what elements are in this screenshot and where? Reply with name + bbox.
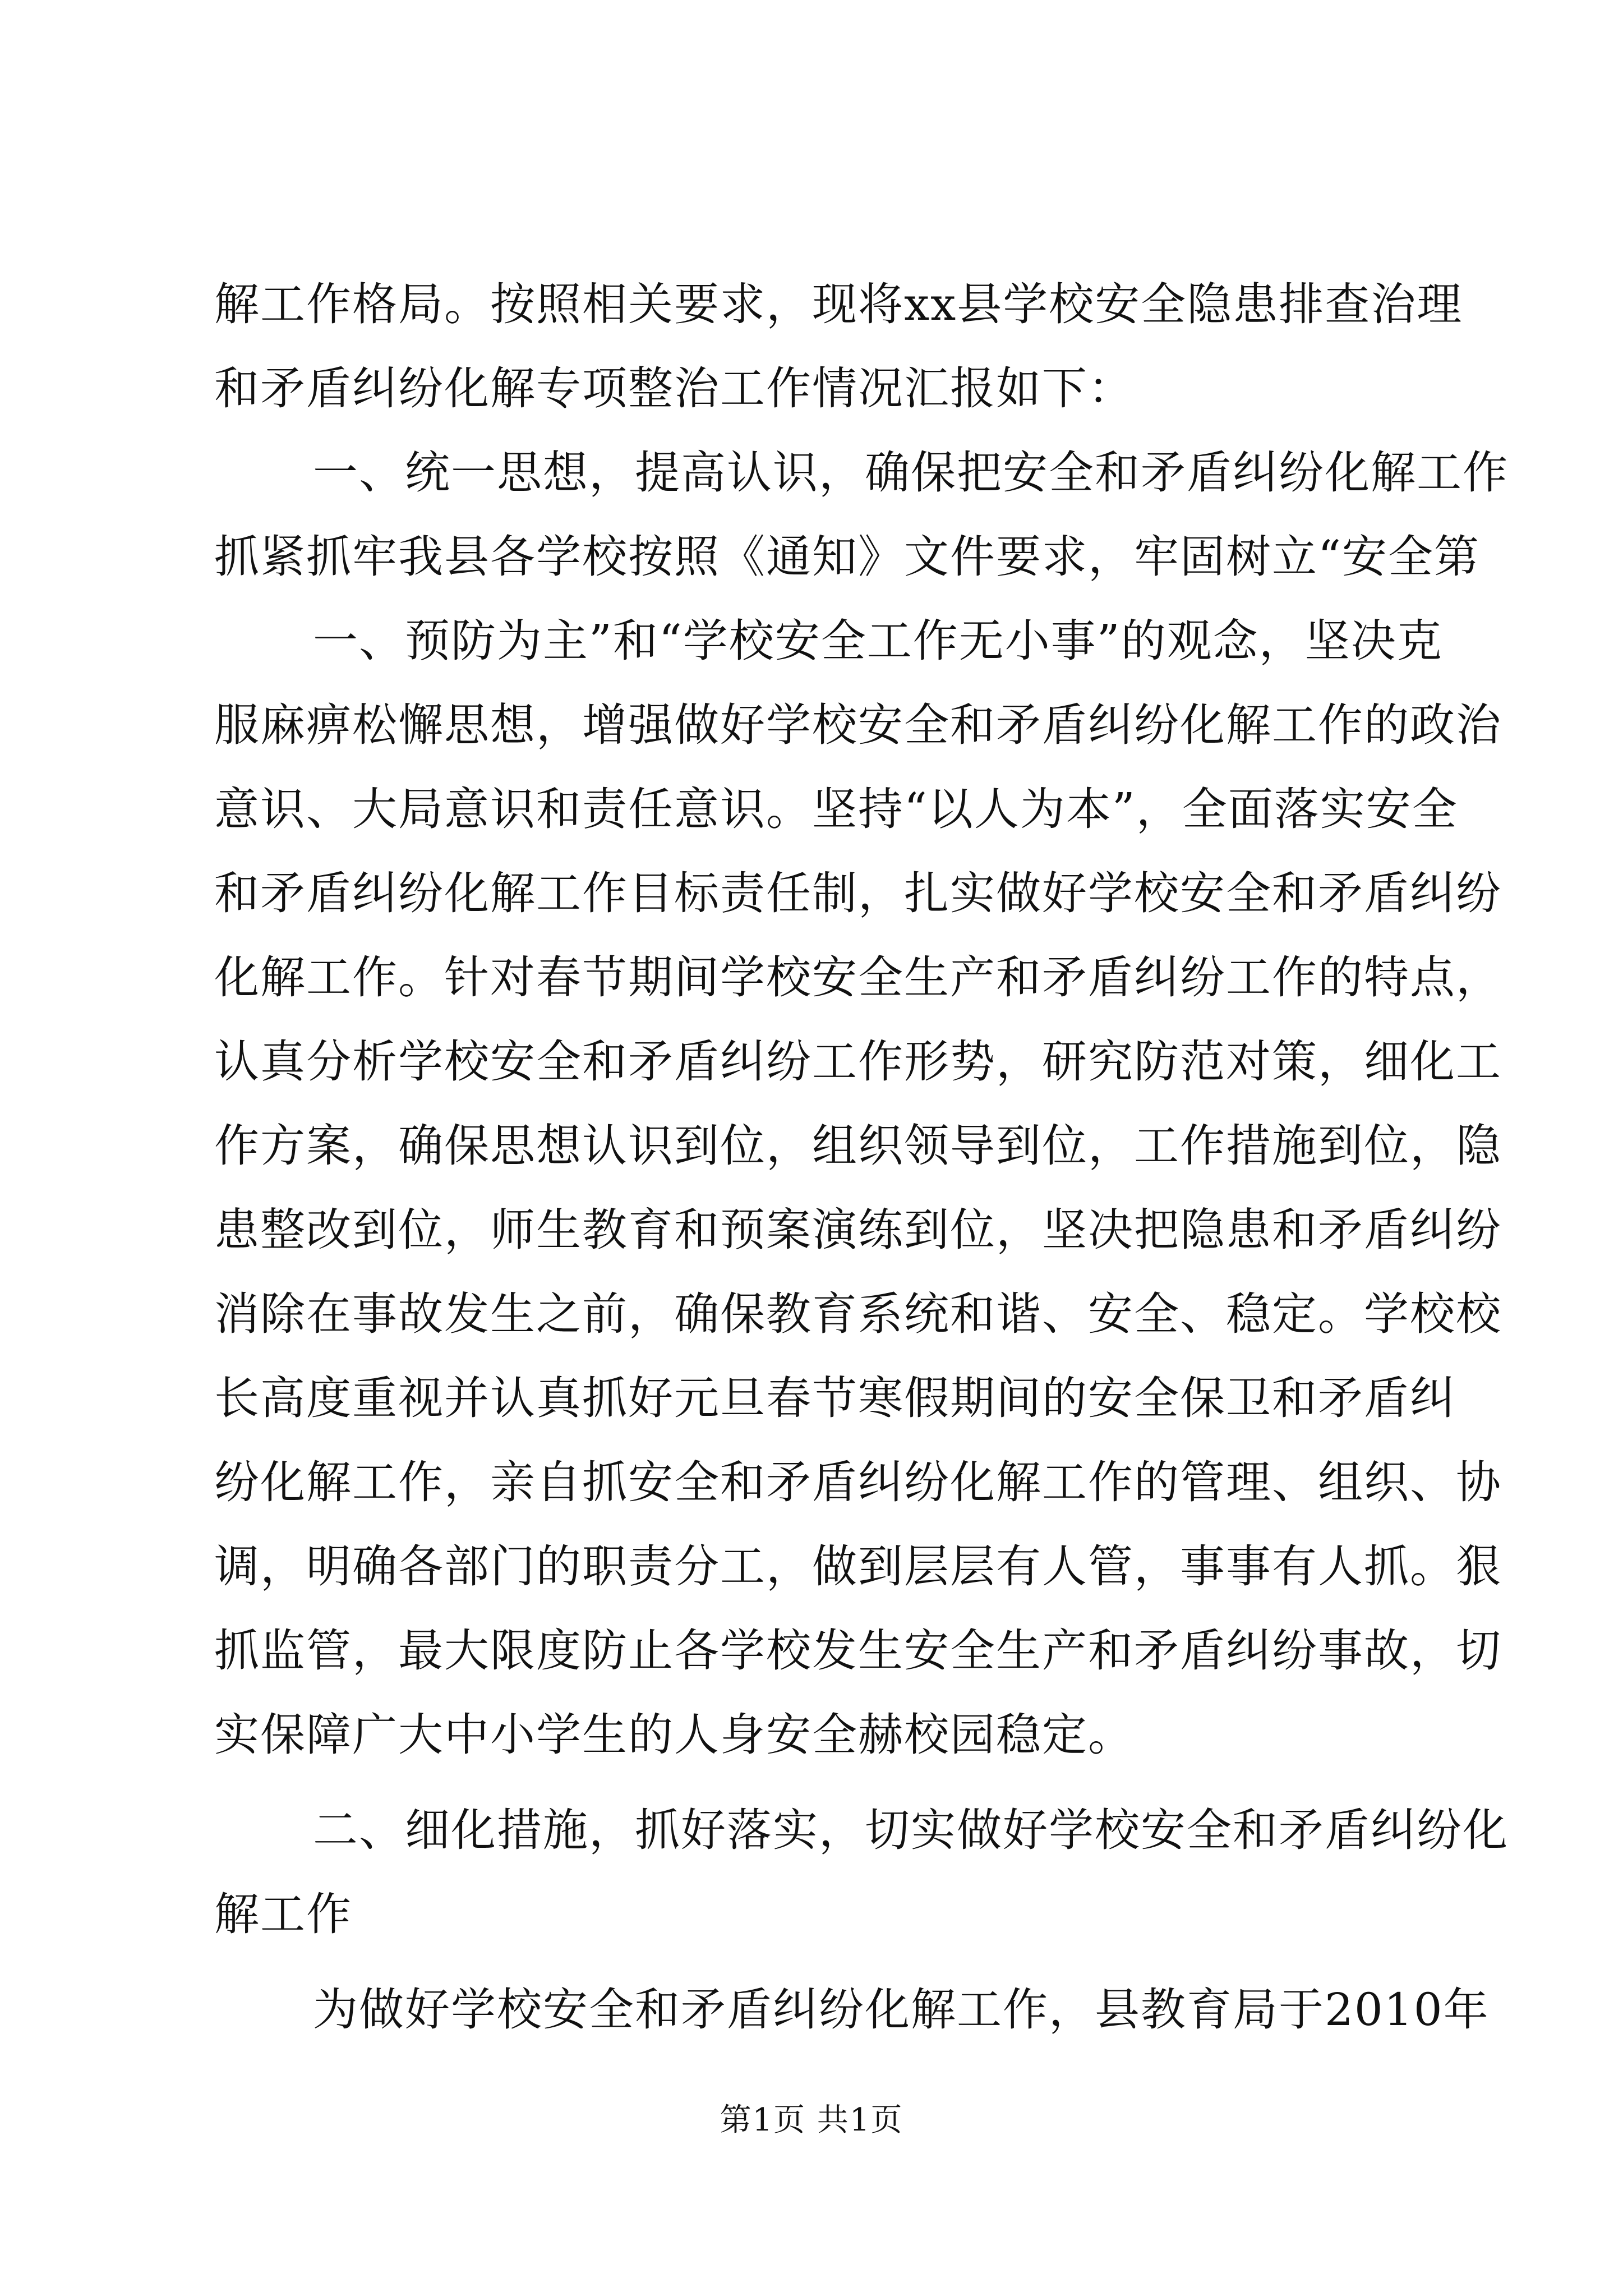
section-heading-line: 一、统一思想，提高认识，确保把安全和矛盾纠纷化解工作 <box>313 447 1509 499</box>
text-line: 抓监管，最大限度防止各学校发生安全生产和矛盾纠纷事故，切 <box>214 1625 1502 1677</box>
text-line: 长高度重视并认真抓好元旦春节寒假期间的安全保卫和矛盾纠 <box>214 1372 1456 1424</box>
text-line: 作方案，确保思想认识到位，组织领导到位，工作措施到位，隐 <box>214 1120 1502 1172</box>
section-heading-line: 二、细化措施，抓好落实，切实做好学校安全和矛盾纠纷化 <box>313 1804 1509 1856</box>
text-line: 消除在事故发生之前，确保教育系统和谐、安全、稳定。学校校 <box>214 1288 1502 1340</box>
text-line: 认真分析学校安全和矛盾纠纷工作形势，研究防范对策，细化工 <box>214 1036 1502 1088</box>
text-line: 患整改到位，师生教育和预案演练到位，坚决把隐患和矛盾纠纷 <box>214 1204 1502 1256</box>
text-line: 抓紧抓牢我县各学校按照《通知》文件要求，牢固树立“安全第 <box>214 531 1480 583</box>
text-line: 服麻痹松懈思想，增强做好学校安全和矛盾纠纷化解工作的政治 <box>214 699 1502 751</box>
text-line: 一、预防为主”和“学校安全工作无小事”的观念，坚决克 <box>313 615 1443 667</box>
text-line: 解工作格局。按照相关要求，现将xx县学校安全隐患排查治理 <box>214 278 1463 330</box>
text-line: 意识、大局意识和责任意识。坚持“以人为本”，全面落实安全 <box>214 783 1458 835</box>
page-footer: 第1页 共1页 <box>720 2102 903 2138</box>
text-line: 和矛盾纠纷化解专项整治工作情况汇报如下： <box>214 362 1134 415</box>
text-line: 实保障广大中小学生的人身安全赫校园稳定。 <box>214 1709 1134 1761</box>
text-line: 和矛盾纠纷化解工作目标责任制，扎实做好学校安全和矛盾纠纷 <box>214 867 1502 919</box>
text-line: 纷化解工作，亲自抓安全和矛盾纠纷化解工作的管理、组织、协 <box>214 1456 1502 1508</box>
text-line: 为做好学校安全和矛盾纠纷化解工作，县教育局于2010年 <box>313 1984 1490 2036</box>
text-line: 调，明确各部门的职责分工，做到层层有人管，事事有人抓。狠 <box>214 1540 1502 1593</box>
text-line: 解工作 <box>214 1888 352 1940</box>
text-line: 化解工作。针对春节期间学校安全生产和矛盾纠纷工作的特点， <box>214 951 1502 1004</box>
